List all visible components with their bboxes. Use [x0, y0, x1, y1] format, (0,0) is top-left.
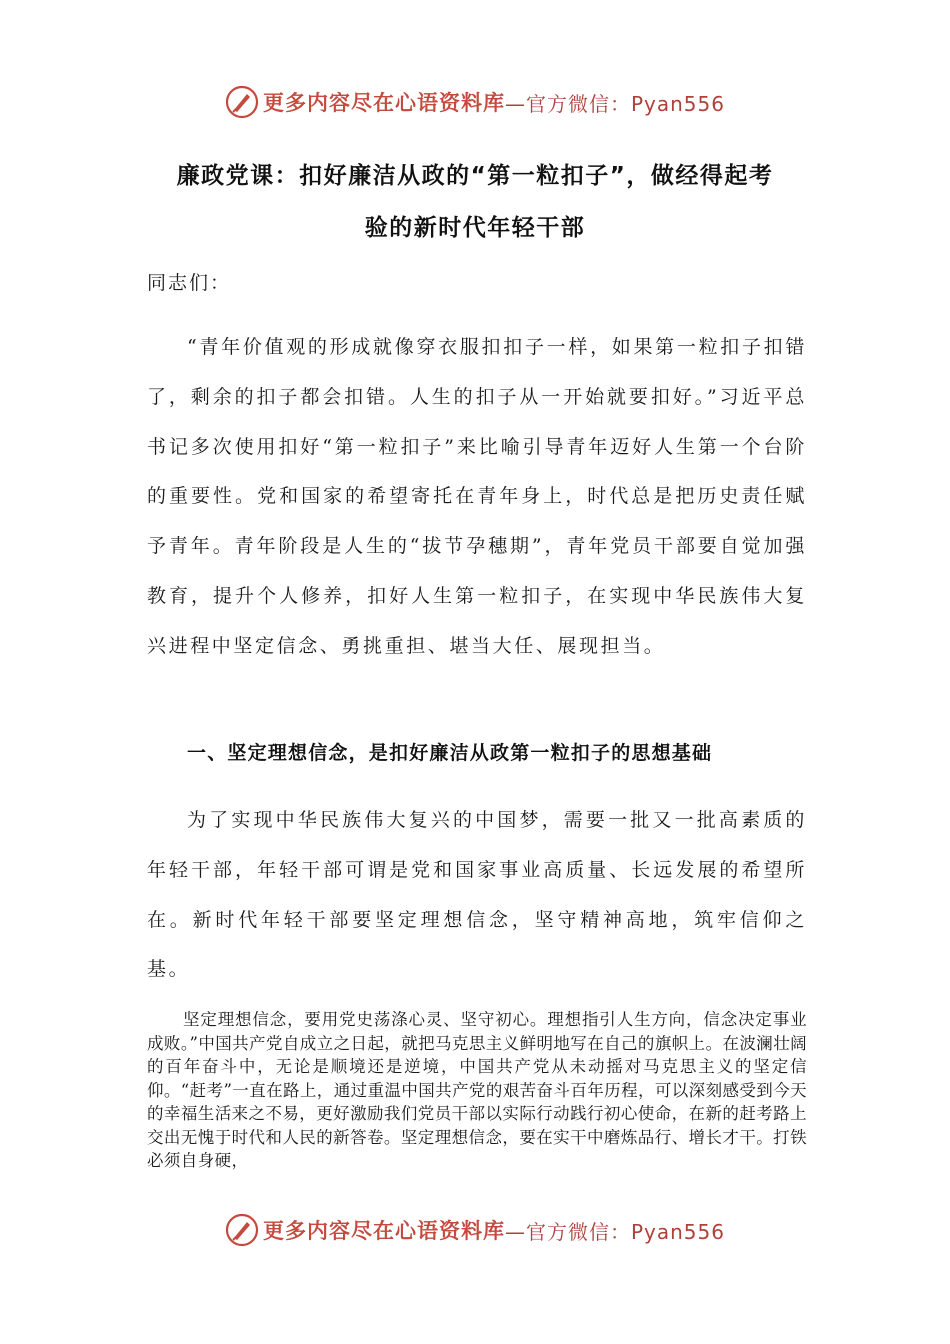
header-banner [0, 82, 950, 122]
body-paragraph-2: 坚定理想信念，要用党史荡涤心灵、坚守初心。理想指引人生方向，信念决定事业成败。”中国共产党自成立之日起，就把马克思主义鲜明地写在自己的旗帜上。在波澜壮阔的百年奋斗中，无论是顺境还是逆境，中国共产党从未动摇对马克思主义的坚定信仰。“赶考”一直在路上，通过重温中国共产党的艰苦奋斗百年历程，可以深刻感受到今天的幸福生活来之不易，更好激励我们党员干部以实际行动践行初心使命，在新的赶考路上交出无愧于时代和人民的新答卷。坚定理想信念，要在实干中磨炼品行、增长才干。打铁必须自身硬， [147, 1010, 807, 1170]
body-paragraph-1: 为了实现中华民族伟大复兴的中国梦，需要一批又一批高素质的年轻干部，年轻干部可谓是党和国家事业高质量、长远发展的希望所在。新时代年轻干部要坚定理想信念，坚守精神高地，筑牢信仰之基。 [147, 809, 807, 981]
footer-banner-brand: 更多内容尽在心语资料库 [262, 1218, 505, 1243]
document-title [150, 150, 800, 254]
header-banner-contact: —官方微信：Pyan556 [504, 91, 725, 116]
quill-logo-icon [225, 1213, 259, 1247]
intro-paragraph: “青年价值观的形成就像穿衣服扣扣子一样，如果第一粒扣子扣错了，剩余的扣子都会扣错。人生的扣子从一开始就要扣好。”习近平总书记多次使用扣好“第一粒扣子”来比喻引导青年迈好人生第一个台阶的重要性。党和国家的希望寄托在青年身上，时代总是把历史责任赋予青年。青年阶段是人生的“拔节孕穗期”，青年党员干部要自觉加强教育，提升个人修养，扣好人生第一粒扣子，在实现中华民族伟大复兴进程中坚定信念、勇挑重担、堪当大任、展现担当。 [147, 336, 807, 657]
title-line-1: 廉政党课：扣好廉洁从政的“第一粒扣子”，做经得起考 [176, 163, 774, 189]
header-banner-brand: 更多内容尽在心语资料库 [262, 90, 505, 115]
title-line-2: 验的新时代年轻干部 [364, 215, 586, 241]
section-heading-1: 一、坚定理想信念，是扣好廉洁从政第一粒扣子的思想基础 [187, 742, 713, 764]
greeting: 同志们： [147, 272, 232, 294]
footer-banner-contact: —官方微信：Pyan556 [504, 1219, 725, 1244]
footer-banner [0, 1210, 950, 1250]
quill-logo-icon [225, 85, 259, 119]
